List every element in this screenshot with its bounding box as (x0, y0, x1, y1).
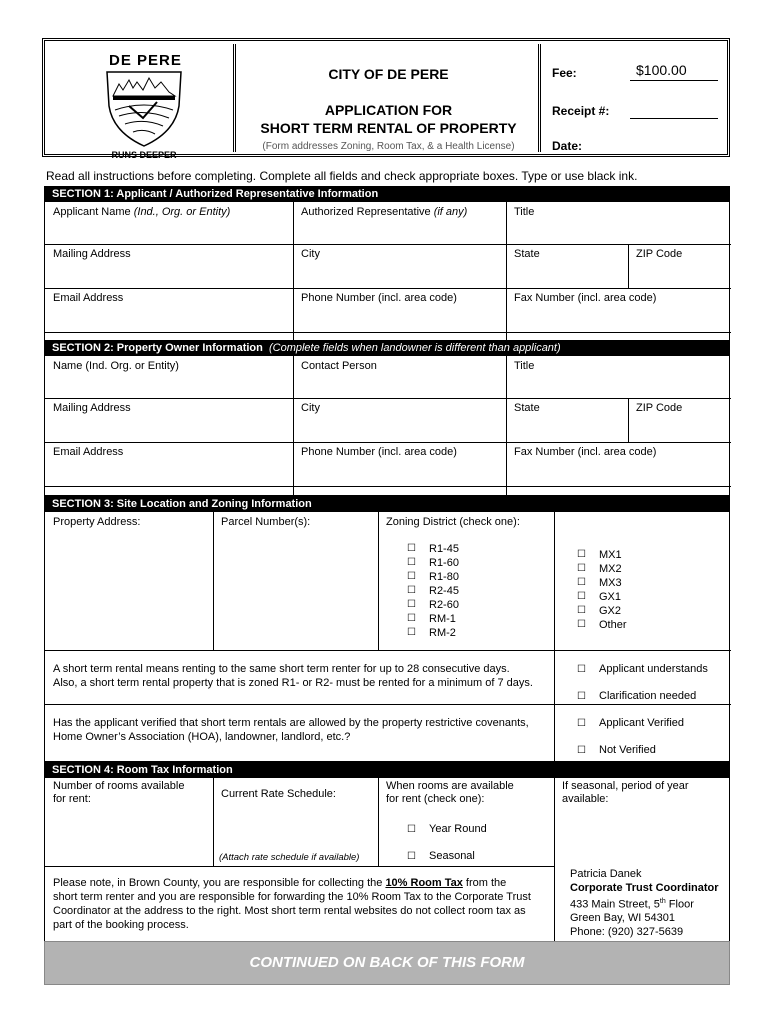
city-label: City (301, 248, 320, 260)
option-seasonal[interactable]: ☐ Seasonal (407, 843, 487, 870)
zoning-option-r1-60[interactable]: ☐ R1-60 (407, 557, 459, 569)
rooms-available-label-1: Number of rooms available (53, 780, 185, 792)
owner-phone-label: Phone Number (incl. area code) (301, 446, 457, 458)
option-clarification-needed[interactable]: ☐ Clarification needed (577, 683, 708, 710)
owner-email-label: Email Address (53, 446, 124, 458)
zoning-options-left (407, 542, 459, 640)
option-applicant-verified[interactable]: ☐ Applicant Verified (577, 710, 684, 737)
checkbox-icon[interactable]: ☐ (577, 664, 586, 675)
owner-title-label: Title (514, 360, 535, 372)
parcel-number-field[interactable] (213, 512, 378, 650)
zoning-option-rm-2[interactable]: ☐ RM-2 (407, 627, 456, 639)
checkbox-icon[interactable]: ☐ (577, 605, 586, 616)
checkbox-icon[interactable]: ☐ (407, 599, 416, 610)
checkbox-icon[interactable]: ☐ (577, 718, 586, 729)
logo-tagline: RUNS DEEPER (111, 150, 177, 160)
checkbox-icon[interactable]: ☐ (577, 563, 586, 574)
city-logo-icon (99, 66, 189, 160)
applicant-name-label: Applicant Name (53, 206, 131, 218)
zoning-options-right (577, 548, 627, 632)
checkbox-icon[interactable]: ☐ (577, 577, 586, 588)
owner-phone-field[interactable] (293, 442, 506, 486)
section4-title: SECTION 4: Room Tax Information (52, 764, 233, 776)
city-field[interactable] (293, 244, 506, 288)
contact-person-label: Contact Person (301, 360, 377, 372)
zoning-option-r1-45[interactable]: ☐ R1-45 (407, 543, 459, 555)
option-year-round[interactable]: ☐ Year Round (407, 816, 487, 843)
applicant-title-field[interactable] (506, 202, 731, 244)
zoning-option-mx3[interactable]: ☐ MX3 (577, 577, 622, 589)
auth-rep-field[interactable] (293, 202, 506, 244)
checkbox-icon[interactable]: ☐ (577, 549, 586, 560)
phone-field[interactable] (293, 288, 506, 332)
email-label: Email Address (53, 292, 124, 304)
owner-state-field[interactable] (506, 398, 628, 442)
zoning-option-rm-1[interactable]: ☐ RM-1 (407, 613, 456, 625)
state-label: State (514, 248, 540, 260)
zoning-option-mx1[interactable]: ☐ MX1 (577, 549, 622, 561)
seasonal-period-label-2: available: (562, 793, 609, 805)
zoning-option-gx2[interactable]: ☐ GX2 (577, 605, 622, 617)
coordinator-title: Corporate Trust Coordinator (570, 881, 719, 894)
title-area (239, 44, 541, 152)
state-field[interactable] (506, 244, 628, 288)
checkbox-icon[interactable]: ☐ (407, 824, 416, 835)
coordinator-address: 433 Main Street, 5th Floor (570, 898, 694, 911)
application-title-line2: SHORT TERM RENTAL OF PROPERTY (260, 120, 517, 136)
seasonal-period-field[interactable] (554, 778, 731, 866)
date-label: Date: (552, 139, 583, 153)
fee-line (630, 80, 718, 81)
property-address-field[interactable] (45, 512, 213, 650)
logo-city-name: DE PERE (109, 52, 182, 69)
checkbox-icon[interactable]: ☐ (407, 557, 416, 568)
zoning-option-gx1[interactable]: ☐ GX1 (577, 591, 622, 603)
section1-title: SECTION 1: Applicant / Authorized Representative Information (52, 188, 379, 200)
section3-grid (44, 512, 730, 762)
rate-schedule-label: Current Rate Schedule: (221, 788, 336, 800)
form-scope-note: (Form addresses Zoning, Room Tax, & a Health License) (262, 141, 515, 152)
verification-options (577, 710, 684, 764)
fee-area (544, 44, 726, 152)
owner-city-label: City (301, 402, 320, 414)
owner-title-field[interactable] (506, 356, 731, 398)
zoning-option-mx2[interactable]: ☐ MX2 (577, 563, 622, 575)
section4-header (44, 762, 730, 778)
checkbox-icon[interactable]: ☐ (407, 571, 416, 582)
checkbox-icon[interactable]: ☐ (407, 543, 416, 554)
owner-name-label: Name (Ind. Org. or Entity) (53, 360, 179, 372)
checkbox-icon[interactable]: ☐ (407, 851, 416, 862)
section3-title: SECTION 3: Site Location and Zoning Information (52, 498, 312, 510)
checkbox-icon[interactable]: ☐ (577, 691, 586, 702)
coordinator-city: Green Bay, WI 54301 (570, 912, 675, 925)
owner-mailing-field[interactable] (45, 398, 293, 442)
zoning-option-r2-60[interactable]: ☐ R2-60 (407, 599, 459, 611)
fee-value: $100.00 (636, 62, 687, 78)
receipt-label: Receipt #: (552, 104, 610, 118)
auth-rep-label: Authorized Representative (301, 206, 431, 218)
mailing-address-field[interactable] (45, 244, 293, 288)
zoning-option-r1-80[interactable]: ☐ R1-80 (407, 571, 459, 583)
availability-options (407, 816, 487, 870)
fax-field[interactable] (506, 288, 731, 332)
rate-schedule-note: (Attach rate schedule if available) (219, 852, 360, 863)
owner-email-field[interactable] (45, 442, 293, 486)
applicant-name-note: (Ind., Org. or Entity) (133, 206, 231, 218)
logo-area (49, 44, 236, 160)
property-address-label: Property Address: (53, 516, 141, 528)
section2-title: SECTION 2: Property Owner Information (52, 342, 263, 354)
phone-label: Phone Number (incl. area code) (301, 292, 457, 304)
verification-question: Has the applicant verified that short term rentals are allowed by the property restrictive covenants, Home Owner’s Association (HOA), landowner, landlord, etc.? (53, 717, 529, 743)
owner-zip-label: ZIP Code (636, 402, 683, 414)
checkbox-icon[interactable]: ☐ (407, 627, 416, 638)
section3-header (44, 496, 730, 512)
checkbox-icon[interactable]: ☐ (577, 591, 586, 602)
application-title-line1: APPLICATION FOR (324, 102, 453, 118)
coordinator-name: Patricia Danek (570, 868, 642, 880)
owner-state-label: State (514, 402, 540, 414)
checkbox-icon[interactable]: ☐ (407, 613, 416, 624)
section2-grid (44, 356, 730, 496)
owner-zip-field[interactable] (628, 398, 731, 442)
zip-field[interactable] (628, 244, 731, 288)
zoning-district-label: Zoning District (check one): (386, 516, 520, 528)
room-tax-emphasis: 10% Room Tax (385, 877, 463, 889)
room-tax-note: Please note, in Brown County, you are responsible for collecting the 10% Room Tax from the short term renter and you are responsible for forwarding the 10% Room Tax to the Corporate Trust Coordinator at the address to the right. Most short term rental websites do not collect room tax as part of the booking process. (53, 877, 531, 931)
section1-grid (44, 202, 730, 342)
section4-grid (44, 778, 730, 941)
applicant-name-field[interactable] (45, 202, 293, 244)
owner-city-field[interactable] (293, 398, 506, 442)
contact-person-field[interactable] (293, 356, 506, 398)
option-applicant-understands[interactable]: ☐ Applicant understands (577, 656, 708, 683)
option-not-verified[interactable]: ☐ Not Verified (577, 737, 684, 764)
zip-label: ZIP Code (636, 248, 683, 260)
owner-fax-field[interactable] (506, 442, 731, 486)
city-title: CITY OF DE PERE (328, 66, 449, 82)
owner-mailing-label: Mailing Address (53, 402, 131, 414)
mailing-address-label: Mailing Address (53, 248, 131, 260)
section2-header (44, 340, 730, 356)
understanding-options (577, 656, 708, 710)
fax-label: Fax Number (incl. area code) (514, 292, 657, 304)
section1-header (44, 186, 730, 202)
checkbox-icon[interactable]: ☐ (577, 619, 586, 630)
parcel-number-label: Parcel Number(s): (221, 516, 311, 528)
seasonal-period-label-1: If seasonal, period of year (562, 780, 689, 792)
checkbox-icon[interactable]: ☐ (407, 585, 416, 596)
instructions: Read all instructions before completing. Complete all fields and check appropriate boxes. Type or use black ink. (46, 169, 638, 183)
rooms-available-field[interactable] (45, 778, 213, 866)
auth-rep-note: (if any) (433, 206, 468, 218)
email-field[interactable] (45, 288, 293, 332)
applicant-title-label: Title (514, 206, 535, 218)
tax-coordinator-contact (554, 864, 731, 939)
owner-name-field[interactable] (45, 356, 293, 398)
continued-banner: CONTINUED ON BACK OF THIS FORM (44, 941, 730, 985)
rooms-available-label-2: for rent: (53, 793, 91, 805)
receipt-field[interactable] (630, 118, 718, 119)
zoning-option-r2-45[interactable]: ☐ R2-45 (407, 585, 459, 597)
zoning-option-other[interactable]: ☐ Other (577, 619, 627, 631)
str-definition: A short term rental means renting to the same short term renter for up to 28 consecutive days. Also, a short term rental property that is zoned R1- or R2- must be rented for a minimum of 7 days. (53, 663, 533, 689)
form-header (42, 38, 730, 160)
owner-fax-label: Fax Number (incl. area code) (514, 446, 657, 458)
checkbox-icon[interactable]: ☐ (577, 745, 586, 756)
application-title (239, 101, 538, 137)
coordinator-phone: Phone: (920) 327-5639 (570, 925, 684, 938)
section2-title-note: (Complete fields when landowner is different than applicant) (268, 342, 561, 354)
availability-label: When rooms are available for rent (check one): (386, 780, 514, 805)
fee-label: Fee: (552, 66, 577, 80)
